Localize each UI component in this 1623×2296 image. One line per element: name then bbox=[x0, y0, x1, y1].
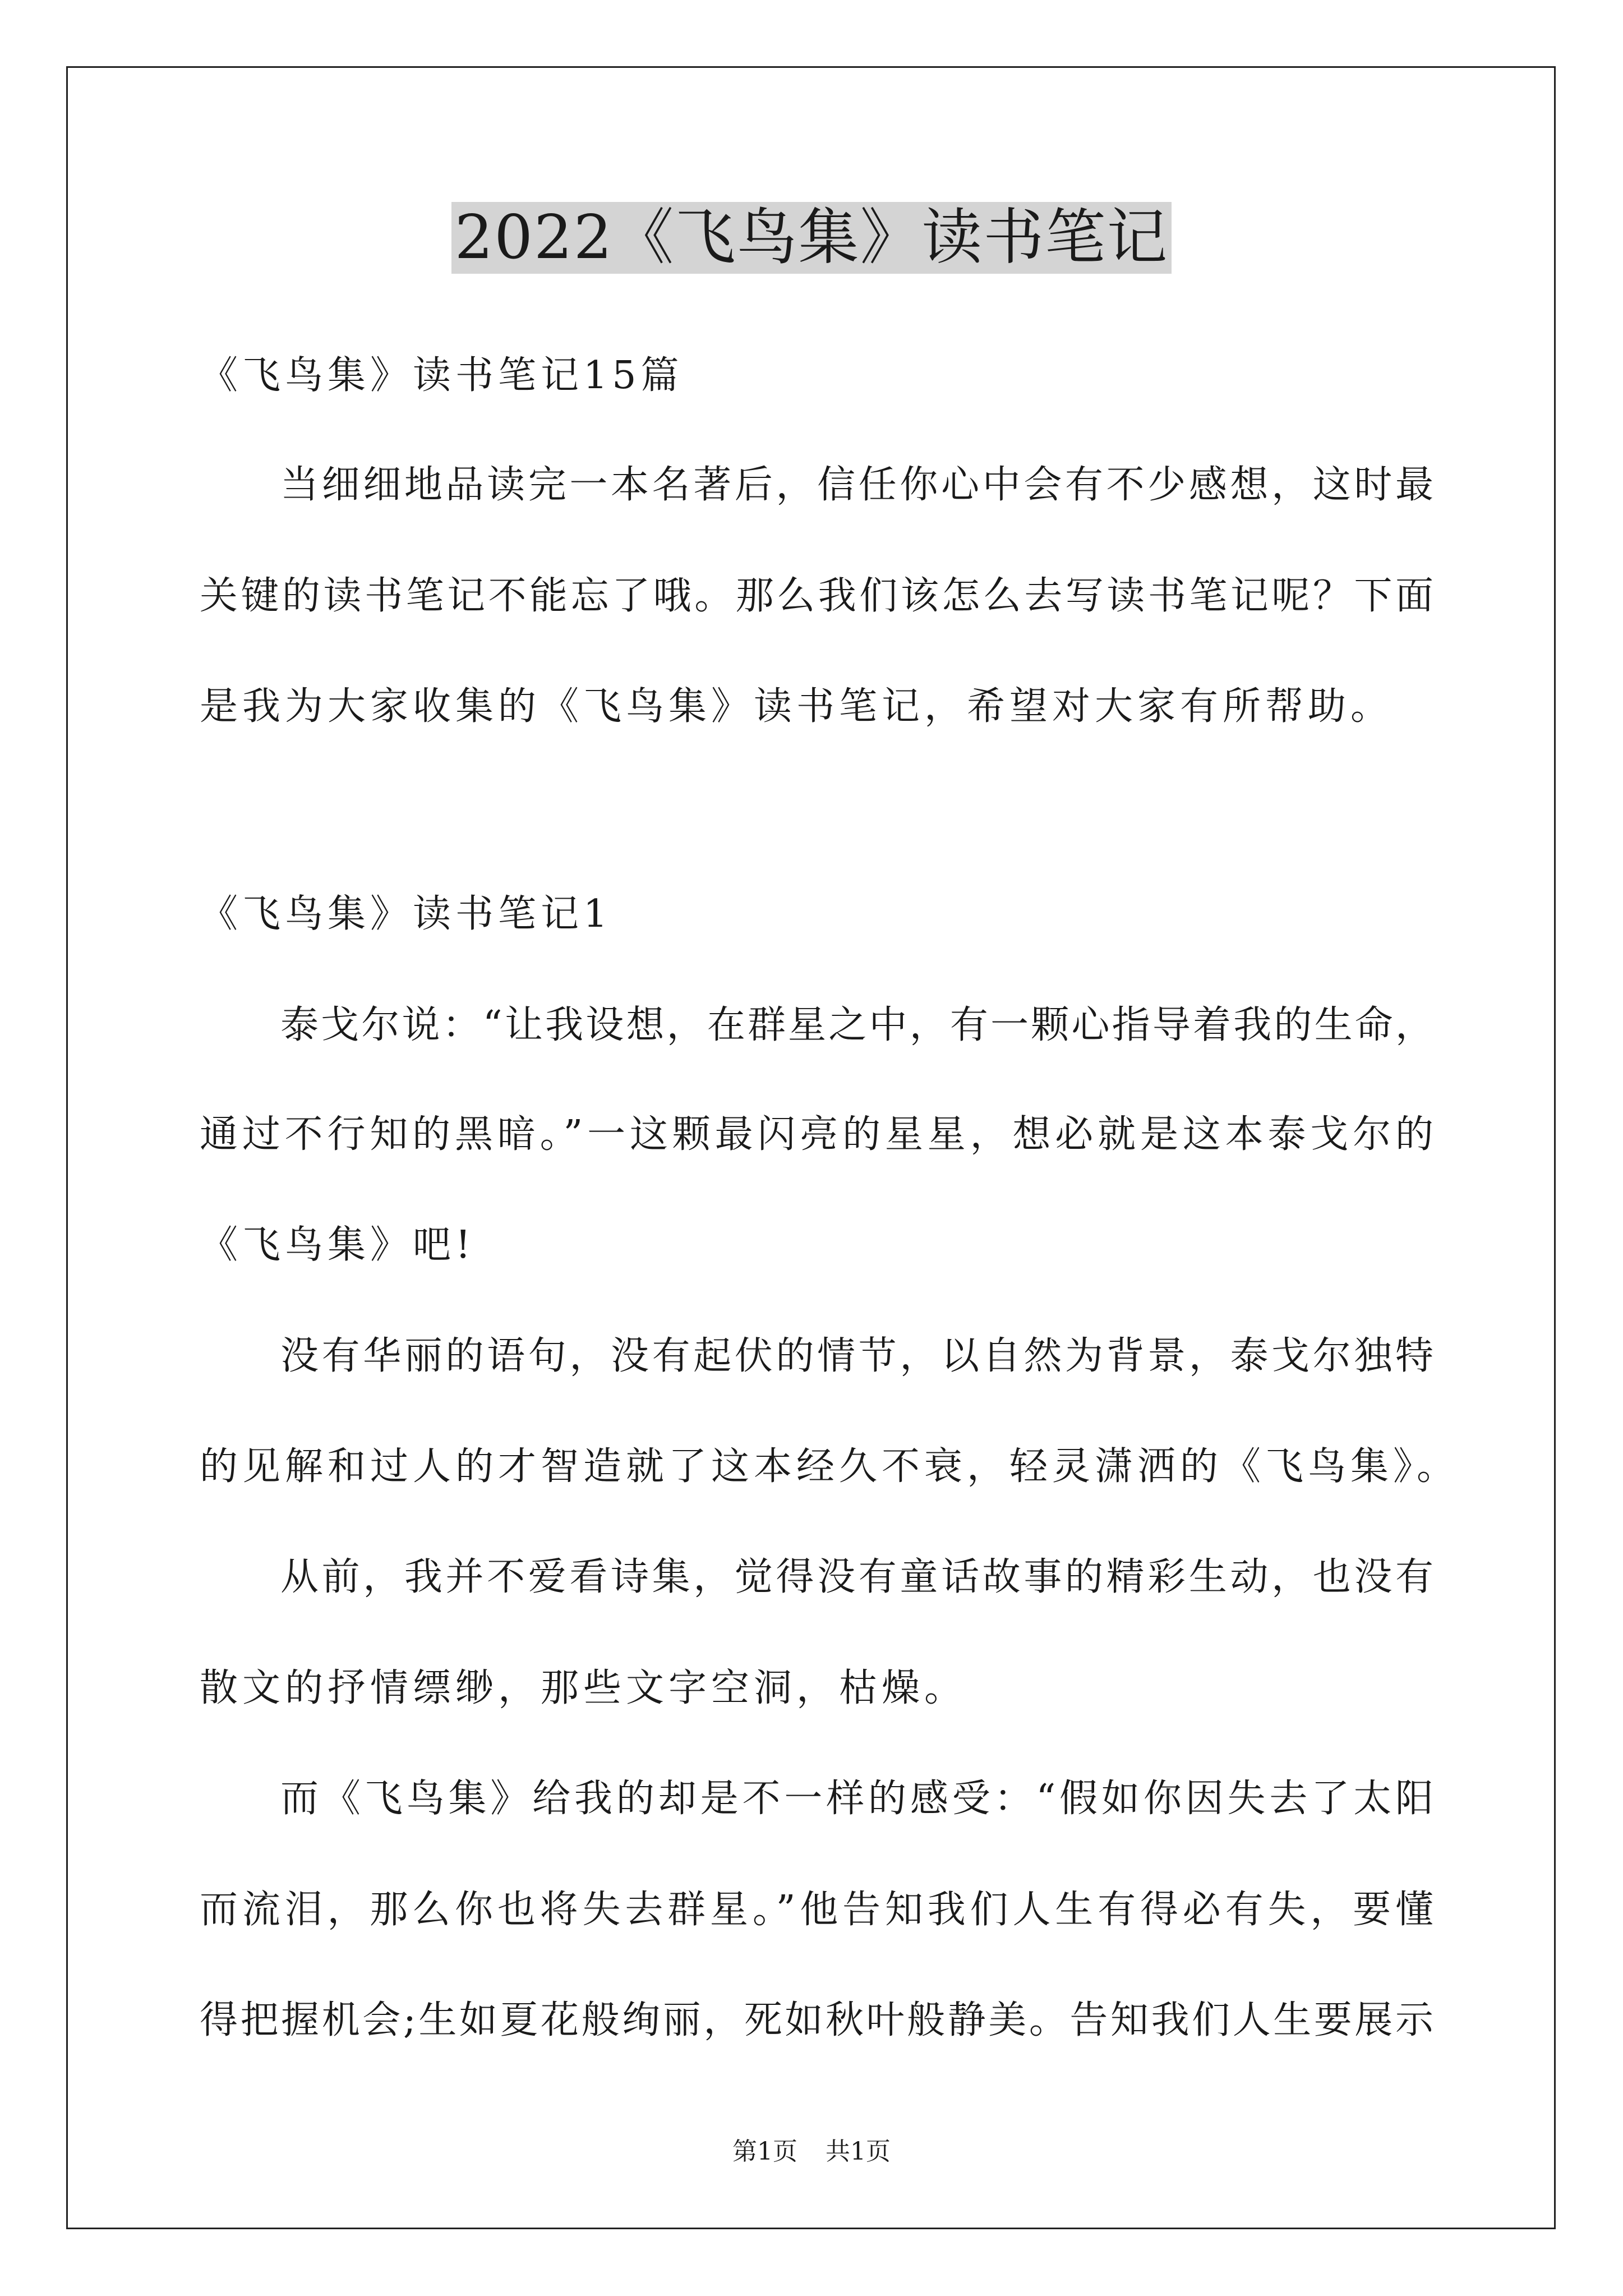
document-title bbox=[0, 202, 1623, 274]
page-number-total: 共1页 bbox=[826, 2137, 891, 2166]
paragraph3-line-2: 散文的抒情缥缈，那些文字空洞，枯燥。 bbox=[200, 1666, 967, 1710]
paragraph1-line-1: 泰戈尔说：“让我设想，在群星之中，有一颗心指导着我的生命， bbox=[280, 1003, 1433, 1047]
intro-line-2: 关键的读书笔记不能忘了哦。那么我们该怎么去写读书笔记呢？下面 bbox=[200, 574, 1433, 618]
paragraph2-line-2: 的见解和过人的才智造就了这本经久不衰，轻灵潇洒的《飞鸟集》。 bbox=[200, 1444, 1460, 1489]
document-title-text: 2022《飞鸟集》读书笔记 bbox=[451, 202, 1172, 274]
paragraph2-line-1: 没有华丽的语句，没有起伏的情节，以自然为背景，泰戈尔独特 bbox=[280, 1334, 1433, 1378]
paragraph3-line-1: 从前，我并不爱看诗集，觉得没有童话故事的精彩生动，也没有 bbox=[280, 1555, 1433, 1599]
paragraph1-line-3: 《飞鸟集》吧! bbox=[200, 1223, 476, 1267]
section-heading: 《飞鸟集》读书笔记1 bbox=[200, 892, 612, 936]
subtitle: 《飞鸟集》读书笔记15篇 bbox=[200, 353, 684, 398]
paragraph1-line-2: 通过不行知的黑暗。”一这颗最闪亮的星星，想必就是这本泰戈尔的 bbox=[200, 1112, 1433, 1157]
page-footer bbox=[0, 2137, 1623, 2166]
paragraph4-line-2: 而流泪，那么你也将失去群星。”他告知我们人生有得必有失，要懂 bbox=[200, 1888, 1433, 1932]
intro-line-1: 当细细地品读完一本名著后，信任你心中会有不少感想，这时最 bbox=[280, 463, 1433, 507]
page-number-current: 第1页 bbox=[732, 2137, 797, 2166]
intro-line-3: 是我为大家收集的《飞鸟集》读书笔记，希望对大家有所帮助。 bbox=[200, 684, 1394, 729]
paragraph4-line-3: 得把握机会;生如夏花般绚丽，死如秋叶般静美。告知我们人生要展示 bbox=[200, 1998, 1433, 2042]
paragraph4-line-1: 而《飞鸟集》给我的却是不一样的感受：“假如你因失去了太阳 bbox=[280, 1777, 1433, 1821]
